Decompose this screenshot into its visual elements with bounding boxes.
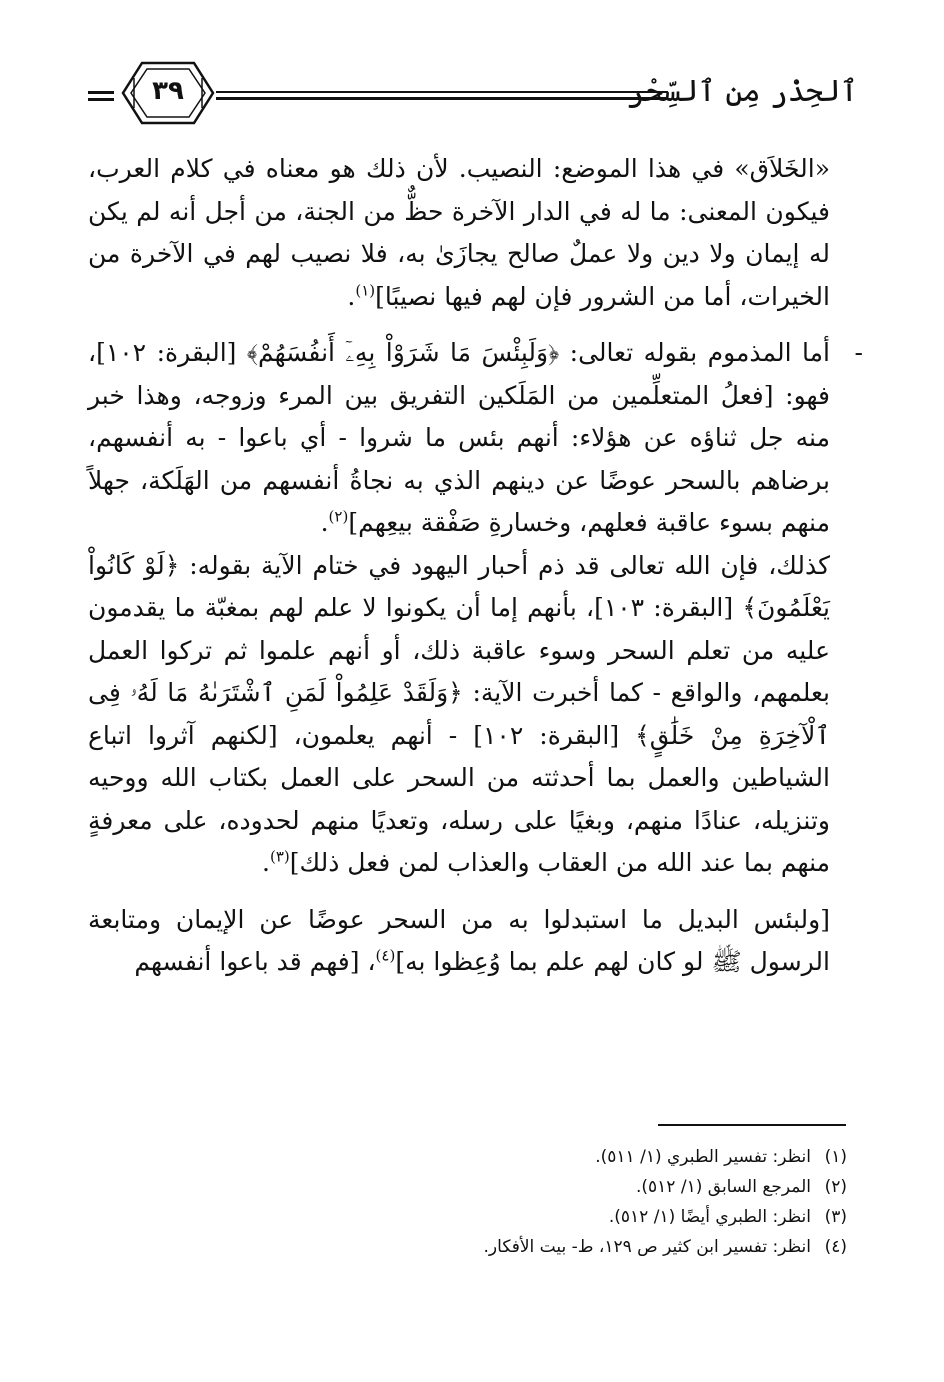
header-rule — [216, 91, 668, 93]
paragraph-text: ، [فهم قد باعوا أنفسهم — [134, 947, 376, 976]
header-rule — [88, 91, 114, 94]
page-number: ٣٩ — [152, 76, 184, 106]
header-rule — [216, 97, 668, 100]
footnote-number: (١) — [824, 1147, 847, 1167]
paragraph — [88, 545, 830, 885]
page-number-frame — [120, 60, 216, 126]
header-rule — [88, 98, 114, 101]
footnote-number: (٣) — [824, 1207, 847, 1227]
footnote-number: (٢) — [824, 1177, 847, 1197]
page-header — [88, 60, 858, 126]
footnote-ref: (٤) — [375, 946, 396, 965]
paragraph-end: . — [320, 508, 329, 537]
footnote — [327, 1172, 847, 1202]
paragraph-text: [ولبئس البديل ما استبدلوا به من السحر عوضًا عن الإيمان ومتابعة الرسول ﷺ لو كان لهم علم بما وُعِظوا به] — [88, 904, 830, 976]
main-text — [88, 148, 863, 984]
paragraph — [88, 332, 863, 545]
paragraph-text: كذلك، فإن الله تعالى قد ذم أحبار اليهود في ختام الآية بقوله: ﴿لَوْ كَانُواْ يَعْلَمُونَ﴾ [البقرة: ١٠٣]، بأنهم إما أن يكونوا لا علم لهم بمغبّة ما يقدمون عليه من تعلم السحر وسوء عاقبة ذلك، أو أنهم علموا ثم تركوا العمل بعلمهم، والواقع - كما أخبرت الآية: ﴿وَلَقَدْ عَلِمُواْ لَمَنِ ٱشْتَرَىٰهُ مَا لَهُۥ فِى ٱلْآخِرَةِ مِنْ خَلَٰقٍ﴾ [البقرة: ١٠٢] - أنهم يعلمون، [لكنهم آثروا اتباع الشياطين والعمل بما أحدثته من السحر على العمل بكتاب الله ووحيه وتنزيله، عنادًا منهم، وبغيًا على رسله، وتعديًا منهم لحدوده، على معرفةٍ منهم بما عند الله من العقاب والعذاب لمن فعل ذلك] — [88, 550, 831, 877]
bullet-dash: - — [854, 338, 863, 367]
running-title: ٱلحِذْر مِن ٱلسِّحْر — [627, 74, 858, 109]
paragraph-text: أما المذموم بقوله تعالى: ﴿وَلَبِئْسَ مَا شَرَوْاْ بِهِۦٓ أَنفُسَهُمْ﴾ [البقرة: ١٠٢]، فهو: [فعلُ المتعلِّمين من المَلَكين التفريق بين المرء وزوجه، وهذا خبر منه جل ثناؤه عن هؤلاء: أنهم بئس ما شروا - أي باعوا - به أنفسهم، برضاهم بالسحر عوضًا عن دينهم الذي به نجاةُ أنفسهم من الهَلَكة، جهلاً منهم بسوء عاقبة فعلهم، وخسارةِ صَفْقة بيعِهم] — [88, 338, 830, 537]
footnote-text: المرجع السابق (١/ ٥١٢). — [636, 1177, 811, 1197]
footnote-ref: (٢) — [328, 507, 349, 526]
paragraph-end: . — [262, 848, 270, 877]
paragraph — [88, 899, 830, 984]
footnote-text: انظر: الطبري أيضًا (١/ ٥١٢). — [608, 1207, 811, 1227]
footnote-ref: (٣) — [269, 847, 290, 866]
paragraph — [88, 148, 830, 318]
footnote-text: انظر: تفسير الطبري (١/ ٥١١). — [595, 1147, 811, 1167]
footnote-number: (٤) — [824, 1237, 847, 1257]
paragraph-end: . — [347, 281, 356, 311]
footnote — [327, 1142, 847, 1172]
footnote-text: انظر: تفسير ابن كثير ص ١٢٩، ط- بيت الأفكار. — [483, 1237, 811, 1257]
footnote-ref: (١) — [355, 281, 376, 300]
footnote — [327, 1232, 847, 1262]
footnotes — [327, 1142, 847, 1262]
paragraph-text: «الخَلاَق» في هذا الموضع: النصيب. لأن ذلك هو معناه في كلام العرب، فيكون المعنى: ما له في الدار الآخرة حظٌّ من الجنة، من أجل أنه لم يكن له إيمان ولا دين ولا عملٌ صالح يجازَىٰ به، فلا نصيب لهم في الآخرة من الخيرات، أما من الشرور فإن لهم فيها نصيبًا] — [88, 154, 830, 311]
footnote — [327, 1202, 847, 1232]
footnote-separator — [658, 1124, 846, 1126]
